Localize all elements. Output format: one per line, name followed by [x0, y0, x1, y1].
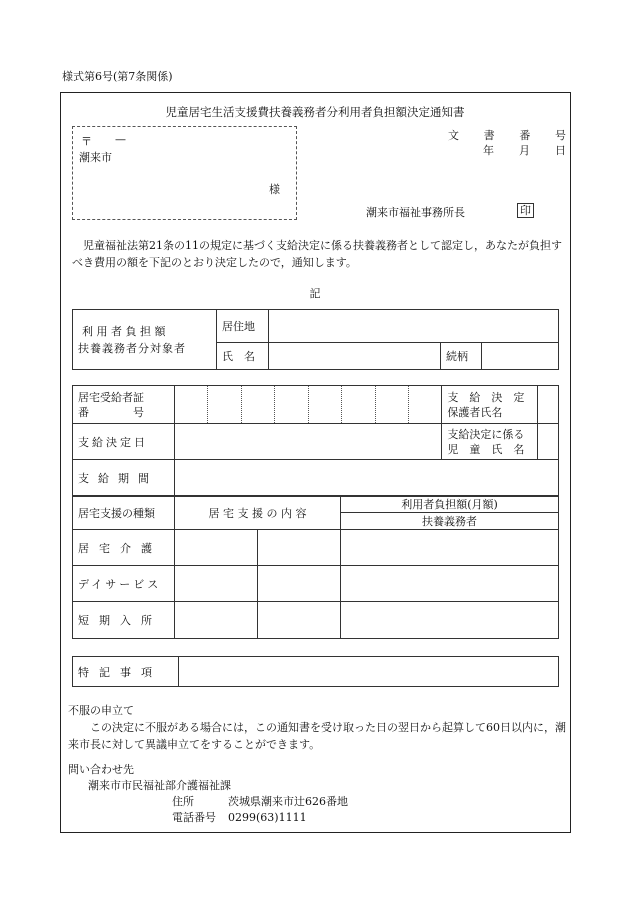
service-home-care-label: 居宅介護 — [73, 530, 175, 566]
honorific: 様 — [269, 183, 280, 196]
service-short-stay-label: 短期入所 — [73, 602, 175, 639]
remarks-value[interactable] — [179, 657, 559, 687]
table-row — [73, 602, 559, 639]
period-value[interactable] — [175, 460, 559, 497]
postal-dash: — — [115, 133, 126, 146]
period-label: 支給期間 — [73, 460, 175, 497]
content-label: 居 宅 支 援 の 内 容 — [175, 496, 341, 530]
obligor-label-line2: 扶養義務者分対象者 — [78, 341, 186, 355]
recipient-city: 潮来市 — [79, 151, 112, 164]
content-cell[interactable] — [175, 602, 258, 639]
table-row — [73, 566, 559, 602]
address-label: 居住地 — [217, 310, 269, 343]
address-value[interactable] — [269, 310, 559, 343]
burden-label: 利用者負担額(月額) — [341, 496, 559, 513]
decision-date-value[interactable] — [175, 424, 442, 460]
remarks-table — [72, 656, 559, 687]
remarks-label: 特記事項 — [73, 657, 179, 687]
content-cell[interactable] — [175, 530, 258, 566]
recipient-address-box — [72, 126, 297, 220]
relation-label: 続柄 — [441, 343, 482, 370]
cert-number-label: 居宅受給者証 番 号 — [73, 386, 175, 424]
appeal-section — [68, 702, 568, 753]
contact-phone-line — [68, 810, 568, 826]
contact-section — [68, 762, 568, 826]
document-number-label: 文 書 番 号 — [448, 129, 566, 142]
burden-cell[interactable] — [341, 530, 559, 566]
obligor-label-line1: 利 用 者 負 担 額 — [82, 324, 166, 338]
contact-phone-label: 電話番号 — [172, 811, 216, 824]
child-name-label: 支給決定に係る 児 童 氏 名 — [442, 424, 538, 460]
service-table — [72, 385, 559, 497]
intro-paragraph: 児童福祉法第21条の11の規定に基づく支給決定に係る扶養義務者として認定し，あなたが負担すべき費用の額を下記のとおり決定したので，通知します。 — [72, 239, 562, 269]
appeal-body: この決定に不服がある場合には，この通知書を受け取った日の翌日から起算して60日以内に，潮来市長に対して異議申立てをすることができます。 — [68, 721, 566, 751]
official-seal: 印 — [517, 203, 534, 218]
form-number-label: 様式第6号(第7条関係) — [62, 70, 173, 83]
postal-mark: 〒 — [81, 135, 92, 148]
content-cell[interactable] — [258, 566, 341, 602]
cert-number-boxes[interactable] — [175, 386, 442, 424]
content-cell[interactable] — [258, 602, 341, 639]
ki-heading: 記 — [309, 287, 321, 300]
contact-heading: 問い合わせ先 — [68, 763, 134, 776]
burden-cell[interactable] — [341, 602, 559, 639]
guardian-name-label: 支 給 決 定 保護者氏名 — [442, 386, 538, 424]
service-day-service-label: デイサービス — [73, 566, 175, 602]
contact-address: 茨城県潮来市辻626番地 — [228, 795, 348, 808]
document-title: 児童居宅生活支援費扶養義務者分利用者負担額決定通知書 — [165, 105, 465, 119]
child-name-value[interactable] — [538, 424, 559, 460]
obligor-column-label: 扶養義務者 — [341, 513, 559, 530]
content-cell[interactable] — [258, 530, 341, 566]
obligor-label-cell — [73, 310, 217, 370]
contact-phone: 0299(63)1111 — [228, 811, 307, 824]
contact-address-label: 住所 — [172, 795, 194, 808]
name-label: 氏 名 — [217, 343, 269, 370]
content-cell[interactable] — [175, 566, 258, 602]
obligor-table — [72, 309, 559, 370]
decision-date-label: 支給決定日 — [73, 424, 175, 460]
guardian-name-value[interactable] — [538, 386, 559, 424]
date-label: 年 月 日 — [483, 144, 566, 157]
burden-cell[interactable] — [341, 566, 559, 602]
appeal-heading: 不服の申立て — [68, 704, 134, 717]
relation-value[interactable] — [482, 343, 559, 370]
service-type-table — [72, 495, 559, 639]
issuer-name: 潮来市福祉事務所長 — [366, 206, 465, 219]
type-label: 居宅支援の種類 — [73, 496, 175, 530]
name-value[interactable] — [269, 343, 441, 370]
contact-department: 潮来市市民福祉部介護福祉課 — [88, 779, 231, 792]
contact-address-line — [68, 794, 568, 810]
table-row — [73, 530, 559, 566]
